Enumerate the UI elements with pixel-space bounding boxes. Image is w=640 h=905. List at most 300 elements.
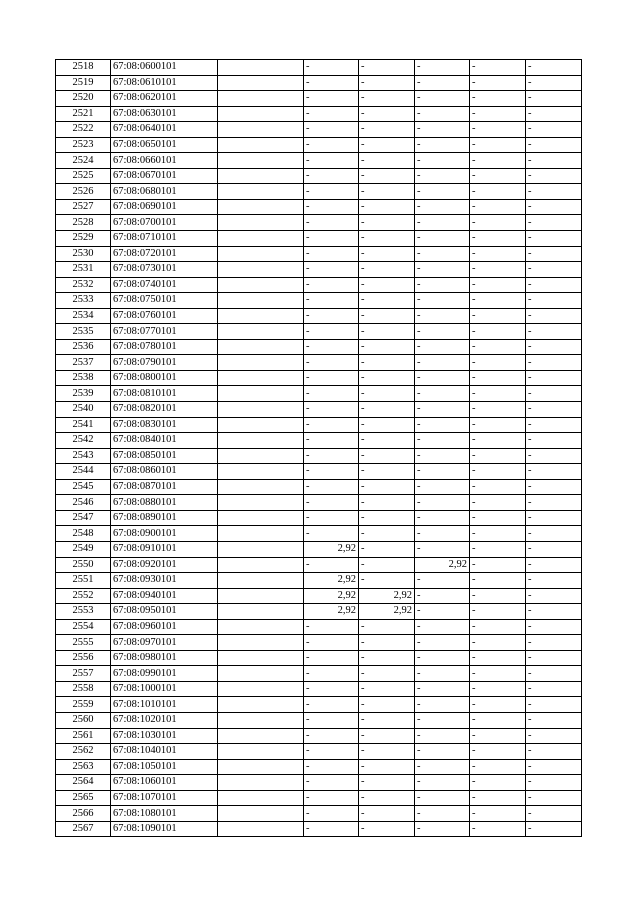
row-number-cell: 2543 xyxy=(56,448,111,464)
value-cell xyxy=(218,650,304,666)
value-cell: - xyxy=(470,199,526,215)
value-cell: - xyxy=(304,448,359,464)
value-cell: - xyxy=(359,60,415,76)
value-cell: - xyxy=(526,526,582,542)
value-cell: - xyxy=(359,168,415,184)
value-cell: 2,92 xyxy=(304,588,359,604)
value-cell xyxy=(218,588,304,604)
value-cell: - xyxy=(470,635,526,651)
value-cell: - xyxy=(470,137,526,153)
value-cell: - xyxy=(359,231,415,247)
row-number-cell: 2534 xyxy=(56,308,111,324)
row-number-cell: 2538 xyxy=(56,370,111,386)
value-cell: - xyxy=(470,370,526,386)
value-cell: - xyxy=(526,293,582,309)
row-number-cell: 2520 xyxy=(56,91,111,107)
value-cell: - xyxy=(470,790,526,806)
cadastral-code-cell: 67:08:1030101 xyxy=(111,728,218,744)
table-row xyxy=(56,293,582,309)
row-number-cell: 2550 xyxy=(56,557,111,573)
value-cell: - xyxy=(526,122,582,138)
value-cell: - xyxy=(304,775,359,791)
value-cell: - xyxy=(526,417,582,433)
value-cell: - xyxy=(415,402,470,418)
value-cell: - xyxy=(526,308,582,324)
table-row xyxy=(56,60,582,76)
value-cell: - xyxy=(304,293,359,309)
value-cell: - xyxy=(526,573,582,589)
value-cell: - xyxy=(304,495,359,511)
cadastral-code-cell: 67:08:0730101 xyxy=(111,262,218,278)
value-cell: - xyxy=(359,370,415,386)
row-number-cell: 2521 xyxy=(56,106,111,122)
value-cell: - xyxy=(415,324,470,340)
cadastral-code-cell: 67:08:1020101 xyxy=(111,712,218,728)
value-cell: - xyxy=(415,293,470,309)
value-cell: - xyxy=(359,184,415,200)
value-cell xyxy=(218,775,304,791)
value-cell: - xyxy=(526,339,582,355)
value-cell: - xyxy=(526,650,582,666)
value-cell: - xyxy=(415,246,470,262)
row-number-cell: 2519 xyxy=(56,75,111,91)
value-cell: - xyxy=(470,619,526,635)
cadastral-code-cell: 67:08:0710101 xyxy=(111,231,218,247)
table-row xyxy=(56,588,582,604)
value-cell xyxy=(218,728,304,744)
value-cell: - xyxy=(526,60,582,76)
value-cell: - xyxy=(415,339,470,355)
value-cell: - xyxy=(415,153,470,169)
value-cell: - xyxy=(526,153,582,169)
row-number-cell: 2559 xyxy=(56,697,111,713)
value-cell: - xyxy=(470,604,526,620)
cadastral-code-cell: 67:08:0780101 xyxy=(111,339,218,355)
value-cell: - xyxy=(359,262,415,278)
table-row xyxy=(56,215,582,231)
value-cell: - xyxy=(470,573,526,589)
value-cell: - xyxy=(526,495,582,511)
row-number-cell: 2527 xyxy=(56,199,111,215)
value-cell: - xyxy=(470,712,526,728)
value-cell: - xyxy=(359,215,415,231)
value-cell: - xyxy=(415,168,470,184)
value-cell: - xyxy=(526,262,582,278)
value-cell: - xyxy=(415,231,470,247)
value-cell: - xyxy=(304,75,359,91)
value-cell: - xyxy=(415,448,470,464)
value-cell: - xyxy=(304,681,359,697)
cadastral-code-cell: 67:08:0940101 xyxy=(111,588,218,604)
row-number-cell: 2523 xyxy=(56,137,111,153)
row-number-cell: 2525 xyxy=(56,168,111,184)
table-row xyxy=(56,573,582,589)
cadastral-code-cell: 67:08:0800101 xyxy=(111,370,218,386)
cadastral-code-cell: 67:08:0850101 xyxy=(111,448,218,464)
value-cell xyxy=(218,91,304,107)
table-row xyxy=(56,619,582,635)
value-cell: - xyxy=(470,666,526,682)
value-cell: - xyxy=(304,153,359,169)
value-cell: - xyxy=(359,650,415,666)
value-cell: - xyxy=(470,293,526,309)
table-row xyxy=(56,790,582,806)
cadastral-code-cell: 67:08:0670101 xyxy=(111,168,218,184)
value-cell: - xyxy=(304,386,359,402)
value-cell: - xyxy=(526,744,582,760)
value-cell: - xyxy=(359,510,415,526)
value-cell xyxy=(218,541,304,557)
value-cell: - xyxy=(526,759,582,775)
table-row xyxy=(56,386,582,402)
value-cell xyxy=(218,277,304,293)
value-cell: - xyxy=(415,604,470,620)
value-cell: - xyxy=(470,60,526,76)
row-number-cell: 2555 xyxy=(56,635,111,651)
table-row xyxy=(56,495,582,511)
cadastral-code-cell: 67:08:1050101 xyxy=(111,759,218,775)
value-cell xyxy=(218,573,304,589)
cadastral-code-cell: 67:08:0950101 xyxy=(111,604,218,620)
cadastral-code-cell: 67:08:0920101 xyxy=(111,557,218,573)
row-number-cell: 2518 xyxy=(56,60,111,76)
value-cell: - xyxy=(304,339,359,355)
value-cell xyxy=(218,246,304,262)
value-cell xyxy=(218,106,304,122)
cadastral-code-cell: 67:08:0980101 xyxy=(111,650,218,666)
value-cell: - xyxy=(526,402,582,418)
value-cell: - xyxy=(304,215,359,231)
value-cell: - xyxy=(470,262,526,278)
value-cell: - xyxy=(470,541,526,557)
value-cell: - xyxy=(359,526,415,542)
value-cell: - xyxy=(304,231,359,247)
value-cell: - xyxy=(526,184,582,200)
value-cell: - xyxy=(359,681,415,697)
value-cell: - xyxy=(415,588,470,604)
value-cell: - xyxy=(526,106,582,122)
table-row xyxy=(56,75,582,91)
value-cell xyxy=(218,386,304,402)
cadastral-code-cell: 67:08:0870101 xyxy=(111,479,218,495)
value-cell: - xyxy=(526,588,582,604)
value-cell: - xyxy=(304,759,359,775)
row-number-cell: 2554 xyxy=(56,619,111,635)
value-cell: - xyxy=(470,697,526,713)
cadastral-code-cell: 67:08:0910101 xyxy=(111,541,218,557)
value-cell: - xyxy=(359,106,415,122)
value-cell: - xyxy=(470,433,526,449)
value-cell: - xyxy=(415,681,470,697)
value-cell: - xyxy=(359,666,415,682)
value-cell: - xyxy=(526,806,582,822)
cadastral-code-cell: 67:08:0860101 xyxy=(111,464,218,480)
value-cell: - xyxy=(304,697,359,713)
value-cell: - xyxy=(415,277,470,293)
value-cell: - xyxy=(526,790,582,806)
value-cell: - xyxy=(359,277,415,293)
value-cell: 2,92 xyxy=(415,557,470,573)
value-cell: - xyxy=(470,650,526,666)
value-cell: - xyxy=(415,60,470,76)
value-cell: - xyxy=(470,588,526,604)
value-cell: - xyxy=(304,728,359,744)
value-cell: - xyxy=(415,744,470,760)
value-cell: 2,92 xyxy=(359,604,415,620)
value-cell: - xyxy=(359,806,415,822)
value-cell: - xyxy=(470,775,526,791)
value-cell: 2,92 xyxy=(359,588,415,604)
value-cell: - xyxy=(470,821,526,837)
value-cell: - xyxy=(359,308,415,324)
cadastral-code-cell: 67:08:1040101 xyxy=(111,744,218,760)
table-row xyxy=(56,324,582,340)
row-number-cell: 2552 xyxy=(56,588,111,604)
row-number-cell: 2544 xyxy=(56,464,111,480)
value-cell xyxy=(218,60,304,76)
table-row xyxy=(56,728,582,744)
value-cell: - xyxy=(359,744,415,760)
row-number-cell: 2558 xyxy=(56,681,111,697)
cadastral-code-cell: 67:08:0760101 xyxy=(111,308,218,324)
value-cell: - xyxy=(415,122,470,138)
row-number-cell: 2563 xyxy=(56,759,111,775)
value-cell xyxy=(218,557,304,573)
value-cell: - xyxy=(470,386,526,402)
cadastral-code-cell: 67:08:0810101 xyxy=(111,386,218,402)
data-table xyxy=(55,59,582,837)
cadastral-code-cell: 67:08:0690101 xyxy=(111,199,218,215)
cadastral-code-cell: 67:08:0660101 xyxy=(111,153,218,169)
table-row xyxy=(56,153,582,169)
value-cell: - xyxy=(359,775,415,791)
value-cell: - xyxy=(526,821,582,837)
value-cell: - xyxy=(415,712,470,728)
cadastral-code-cell: 67:08:1080101 xyxy=(111,806,218,822)
cadastral-code-cell: 67:08:1090101 xyxy=(111,821,218,837)
table-row xyxy=(56,541,582,557)
value-cell: - xyxy=(304,464,359,480)
value-cell xyxy=(218,759,304,775)
value-cell: - xyxy=(359,402,415,418)
table-row xyxy=(56,448,582,464)
value-cell: - xyxy=(359,619,415,635)
value-cell: - xyxy=(359,75,415,91)
value-cell: - xyxy=(415,199,470,215)
value-cell: - xyxy=(470,184,526,200)
value-cell: - xyxy=(359,479,415,495)
value-cell: - xyxy=(470,355,526,371)
row-number-cell: 2557 xyxy=(56,666,111,682)
value-cell: - xyxy=(470,122,526,138)
table-row xyxy=(56,759,582,775)
value-cell xyxy=(218,681,304,697)
value-cell: - xyxy=(415,106,470,122)
value-cell: - xyxy=(415,790,470,806)
value-cell: - xyxy=(304,308,359,324)
value-cell: - xyxy=(470,479,526,495)
value-cell: - xyxy=(415,510,470,526)
value-cell: - xyxy=(359,728,415,744)
value-cell: - xyxy=(415,635,470,651)
value-cell: - xyxy=(526,386,582,402)
value-cell: - xyxy=(304,262,359,278)
table-row xyxy=(56,557,582,573)
cadastral-code-cell: 67:08:0990101 xyxy=(111,666,218,682)
value-cell: - xyxy=(526,541,582,557)
row-number-cell: 2547 xyxy=(56,510,111,526)
row-number-cell: 2542 xyxy=(56,433,111,449)
value-cell: - xyxy=(526,231,582,247)
row-number-cell: 2565 xyxy=(56,790,111,806)
value-cell: - xyxy=(415,184,470,200)
table-row xyxy=(56,650,582,666)
table-row xyxy=(56,666,582,682)
value-cell: - xyxy=(359,712,415,728)
value-cell: - xyxy=(359,339,415,355)
value-cell: - xyxy=(415,526,470,542)
value-cell xyxy=(218,666,304,682)
value-cell: - xyxy=(304,137,359,153)
table-row xyxy=(56,277,582,293)
value-cell: - xyxy=(526,681,582,697)
cadastral-code-cell: 67:08:1010101 xyxy=(111,697,218,713)
value-cell: - xyxy=(415,215,470,231)
row-number-cell: 2562 xyxy=(56,744,111,760)
value-cell: - xyxy=(304,91,359,107)
cadastral-code-cell: 67:08:1060101 xyxy=(111,775,218,791)
value-cell xyxy=(218,168,304,184)
value-cell: - xyxy=(470,246,526,262)
value-cell: - xyxy=(304,277,359,293)
value-cell: - xyxy=(304,806,359,822)
row-number-cell: 2529 xyxy=(56,231,111,247)
value-cell: - xyxy=(470,106,526,122)
cadastral-code-cell: 67:08:0830101 xyxy=(111,417,218,433)
row-number-cell: 2532 xyxy=(56,277,111,293)
value-cell: - xyxy=(304,106,359,122)
cadastral-code-cell: 67:08:0720101 xyxy=(111,246,218,262)
cadastral-code-cell: 67:08:0890101 xyxy=(111,510,218,526)
value-cell: - xyxy=(415,728,470,744)
value-cell: - xyxy=(415,775,470,791)
cadastral-code-cell: 67:08:0790101 xyxy=(111,355,218,371)
value-cell: - xyxy=(526,215,582,231)
value-cell: - xyxy=(415,573,470,589)
value-cell: - xyxy=(470,324,526,340)
value-cell: - xyxy=(359,759,415,775)
value-cell: - xyxy=(470,168,526,184)
cadastral-code-cell: 67:08:0970101 xyxy=(111,635,218,651)
value-cell: - xyxy=(415,759,470,775)
value-cell: - xyxy=(526,697,582,713)
row-number-cell: 2540 xyxy=(56,402,111,418)
value-cell: - xyxy=(359,324,415,340)
value-cell xyxy=(218,215,304,231)
value-cell xyxy=(218,526,304,542)
cadastral-code-cell: 67:08:0930101 xyxy=(111,573,218,589)
value-cell: - xyxy=(526,246,582,262)
value-cell: - xyxy=(304,60,359,76)
table-row xyxy=(56,697,582,713)
table-row xyxy=(56,370,582,386)
table-row xyxy=(56,479,582,495)
value-cell: - xyxy=(470,510,526,526)
value-cell: - xyxy=(359,790,415,806)
table-row xyxy=(56,168,582,184)
row-number-cell: 2556 xyxy=(56,650,111,666)
value-cell: - xyxy=(526,277,582,293)
value-cell: - xyxy=(415,433,470,449)
table-row xyxy=(56,231,582,247)
value-cell: - xyxy=(304,635,359,651)
value-cell xyxy=(218,479,304,495)
value-cell: - xyxy=(526,557,582,573)
value-cell: - xyxy=(470,464,526,480)
value-cell xyxy=(218,448,304,464)
value-cell: - xyxy=(415,697,470,713)
value-cell: - xyxy=(415,650,470,666)
table-row xyxy=(56,433,582,449)
table-body xyxy=(56,60,582,837)
value-cell: - xyxy=(359,697,415,713)
row-number-cell: 2567 xyxy=(56,821,111,837)
row-number-cell: 2537 xyxy=(56,355,111,371)
table-row xyxy=(56,402,582,418)
table-row xyxy=(56,744,582,760)
table-row xyxy=(56,122,582,138)
row-number-cell: 2528 xyxy=(56,215,111,231)
value-cell: - xyxy=(304,666,359,682)
cadastral-code-cell: 67:08:0960101 xyxy=(111,619,218,635)
value-cell: - xyxy=(526,324,582,340)
row-number-cell: 2553 xyxy=(56,604,111,620)
value-cell xyxy=(218,510,304,526)
value-cell: - xyxy=(359,91,415,107)
value-cell: - xyxy=(526,775,582,791)
table-row xyxy=(56,106,582,122)
value-cell: - xyxy=(526,479,582,495)
value-cell xyxy=(218,199,304,215)
row-number-cell: 2564 xyxy=(56,775,111,791)
value-cell: - xyxy=(526,433,582,449)
table-row xyxy=(56,355,582,371)
value-cell: - xyxy=(470,495,526,511)
value-cell: - xyxy=(304,355,359,371)
cadastral-code-cell: 67:08:0600101 xyxy=(111,60,218,76)
row-number-cell: 2530 xyxy=(56,246,111,262)
value-cell: - xyxy=(415,75,470,91)
cadastral-code-cell: 67:08:0820101 xyxy=(111,402,218,418)
table-row xyxy=(56,262,582,278)
cadastral-code-cell: 67:08:0770101 xyxy=(111,324,218,340)
table-row xyxy=(56,604,582,620)
value-cell: - xyxy=(359,246,415,262)
table-row xyxy=(56,339,582,355)
value-cell: - xyxy=(415,821,470,837)
table-row xyxy=(56,246,582,262)
value-cell: - xyxy=(526,199,582,215)
cadastral-code-cell: 67:08:0610101 xyxy=(111,75,218,91)
value-cell: - xyxy=(359,153,415,169)
row-number-cell: 2522 xyxy=(56,122,111,138)
value-cell: - xyxy=(359,495,415,511)
row-number-cell: 2549 xyxy=(56,541,111,557)
row-number-cell: 2533 xyxy=(56,293,111,309)
row-number-cell: 2539 xyxy=(56,386,111,402)
value-cell xyxy=(218,417,304,433)
table-row xyxy=(56,510,582,526)
